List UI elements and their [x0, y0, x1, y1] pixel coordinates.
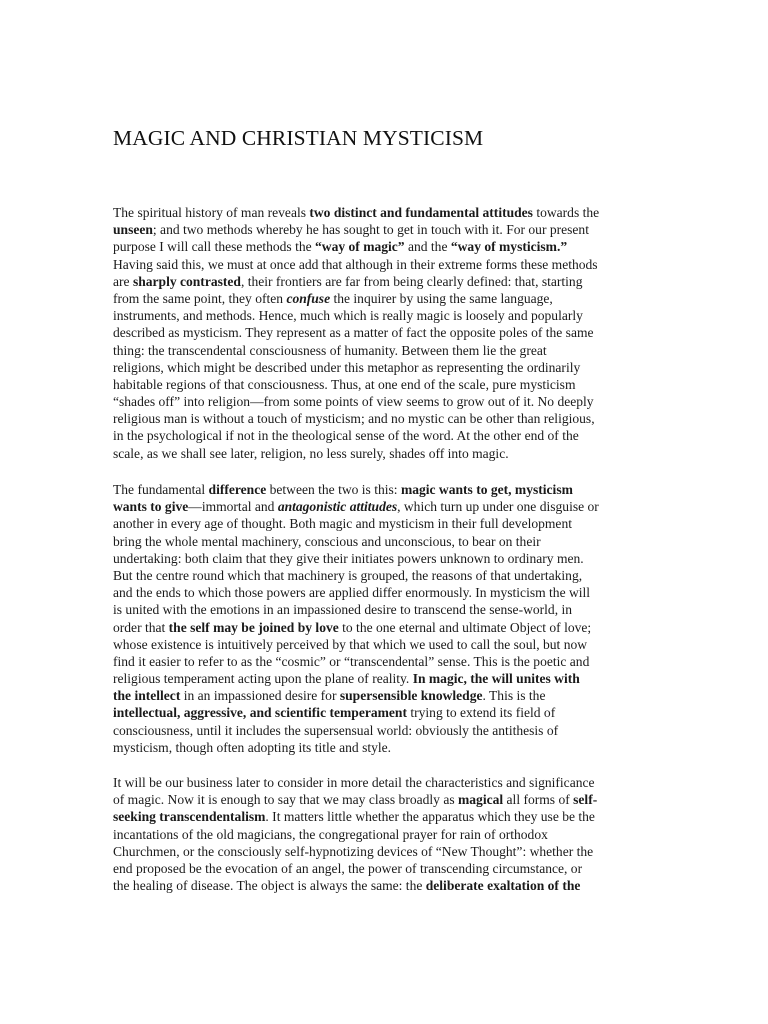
text-run: the inquirer by using the same language,	[330, 290, 553, 306]
text-run: religious temperament acting upon the plane of reality.	[113, 671, 413, 687]
text-run: and the	[404, 239, 451, 255]
paragraph-2	[113, 481, 658, 756]
text-run: instruments, and methods. Hence, much which is really magic is loosely and popularly	[113, 308, 583, 324]
paragraph-1	[113, 204, 658, 462]
text-line	[113, 342, 658, 359]
text-run: religions, which might be described under this metaphor as representing the ordinarily	[113, 359, 581, 375]
text-line	[113, 653, 658, 670]
emphasis-text: difference	[208, 482, 267, 497]
text-run: Churchmen, or the consciously self-hypnotizing devices of “New Thought”: whether the	[113, 843, 594, 859]
text-run: habitable regions of that consciousness. Thus, at one end of the scale, pure mysticism	[113, 376, 576, 392]
emphasis-text: intellectual, aggressive, and scientific temperament	[113, 705, 407, 721]
text-run: of magic. Now it is enough to say that we may class broadly as	[113, 792, 458, 808]
text-line	[113, 877, 658, 894]
text-line	[113, 722, 658, 739]
text-run: religious man is without a touch of mysticism; and no mystic can be other than religious,	[113, 411, 595, 427]
text-line	[113, 359, 658, 376]
text-line	[113, 376, 658, 393]
text-line	[113, 601, 658, 618]
text-line	[113, 256, 658, 273]
text-run: trying to extend its field of	[406, 705, 556, 721]
text-run: towards the	[532, 205, 600, 220]
emphasis-text: confuse	[286, 290, 331, 306]
text-run: , which turn up under one disguise or	[397, 499, 599, 515]
emphasis-text: magical	[458, 792, 504, 808]
text-line	[113, 791, 658, 808]
text-line	[113, 515, 658, 532]
text-line	[113, 307, 658, 324]
emphasis-text: unseen	[113, 222, 153, 238]
text-run: ; and two methods whereby he has sought to get in touch with it. For our present	[152, 222, 589, 238]
emphasis-text: supersensible knowledge	[339, 688, 483, 704]
text-line	[113, 221, 658, 238]
text-line	[113, 843, 658, 860]
text-line	[113, 860, 658, 877]
text-run: another in every age of thought. Both magic and mysticism in their full development	[113, 516, 572, 532]
text-run: It will be our business later to consider in more detail the characteristics and significance	[113, 775, 595, 790]
text-run: to the one eternal and ultimate Object of love;	[338, 619, 592, 635]
text-run: incantations of the old magicians, the congregational prayer for rain of orthodox	[113, 826, 548, 842]
text-line	[113, 445, 658, 462]
text-run: . This is the	[482, 688, 546, 704]
text-run: scale, as we shall see later, religion, no less surely, shades off into magic.	[113, 445, 509, 461]
text-run: The spiritual history of man reveals	[113, 205, 310, 220]
emphasis-text: seeking transcendentalism	[113, 809, 266, 825]
text-run: “shades off” into religion—from some points of view seems to grow out of it. No deeply	[113, 394, 594, 410]
text-line	[113, 567, 658, 584]
text-line	[113, 273, 658, 290]
text-run: end proposed be the evocation of an angel, the power of transcending circumstance, or	[113, 860, 583, 876]
emphasis-text: magic wants to get, mysticism	[400, 482, 573, 497]
emphasis-text: “way of mysticism.”	[450, 239, 568, 255]
text-line	[113, 550, 658, 567]
text-line	[113, 774, 658, 791]
paragraph-3	[113, 774, 658, 894]
emphasis-text: the self may be joined by love	[168, 619, 339, 635]
text-run: in the psychological if not in the theological sense of the word. At the other end of the	[113, 428, 579, 444]
text-run: is united with the emotions in an impassioned desire to transcend the sense-world, in	[113, 602, 572, 618]
text-line	[113, 290, 658, 307]
text-line	[113, 739, 658, 756]
text-run: thing: the transcendental consciousness of humanity. Between them lie the great	[113, 342, 547, 358]
text-run: Having said this, we must at once add that although in their extreme forms these methods	[113, 256, 598, 272]
text-line	[113, 204, 658, 221]
text-line	[113, 704, 658, 721]
text-run: find it easier to refer to as the “cosmic” or “transcendental” sense. This is the poetic and	[113, 653, 590, 669]
text-line	[113, 687, 658, 704]
text-run: order that	[113, 619, 169, 635]
emphasis-text: sharply contrasted	[132, 273, 241, 289]
text-line	[113, 808, 658, 825]
text-run: consciousness, until it includes the supersensual world: obviously the antithesis of	[113, 722, 559, 738]
text-line	[113, 238, 658, 255]
emphasis-text: “way of magic”	[315, 239, 405, 255]
emphasis-text: wants to give	[113, 499, 189, 515]
text-run: —immortal and	[188, 499, 278, 515]
document-title: MAGIC AND CHRISTIAN MYSTICISM	[113, 126, 484, 150]
text-run: described as mysticism. They represent as a matter of fact the opposite poles of the same	[113, 325, 594, 341]
emphasis-text: In magic, the will unites with	[412, 671, 580, 687]
emphasis-text: two distinct and fundamental attitudes	[309, 205, 533, 220]
text-run: all forms of	[503, 792, 574, 808]
text-run: . It matters little whether the apparatus which they use be the	[265, 809, 595, 825]
text-run: purpose I will call these methods the	[113, 239, 316, 255]
text-line	[113, 481, 658, 498]
text-run: and the ends to which those powers are applied differ enormously. In mysticism the will	[113, 585, 591, 601]
text-line	[113, 636, 658, 653]
text-run: between the two is this:	[266, 482, 401, 497]
text-line	[113, 533, 658, 550]
text-line	[113, 393, 658, 410]
text-run: the healing of disease. The object is always the same: the	[113, 878, 426, 894]
text-run: undertaking: both claim that they give their initiates powers unknown to ordinary men.	[113, 550, 584, 566]
emphasis-text: antagonistic attitudes	[277, 499, 398, 515]
emphasis-text: deliberate exaltation of the	[425, 878, 581, 894]
text-run: , their frontiers are far from being clearly defined: that, starting	[240, 273, 583, 289]
text-line	[113, 826, 658, 843]
text-run: are	[113, 273, 133, 289]
text-line	[113, 670, 658, 687]
text-line	[113, 324, 658, 341]
text-line	[113, 619, 658, 636]
text-run: whose existence is intuitively perceived by that which we used to call the soul, but now	[113, 636, 588, 652]
text-line	[113, 584, 658, 601]
text-run: from the same point, they often	[113, 290, 287, 306]
text-run: in an impassioned desire for	[180, 688, 340, 704]
text-line	[113, 498, 658, 515]
text-line	[113, 410, 658, 427]
text-run: mysticism, though often adopting its title and style.	[113, 739, 392, 755]
text-line	[113, 427, 658, 444]
emphasis-text: self-	[573, 792, 598, 808]
text-run: bring the whole mental machinery, conscious and unconscious, to bear on their	[113, 533, 541, 549]
text-run: The fundamental	[113, 482, 209, 497]
text-run: But the centre round which that machinery is grouped, the reasons of that undertaking,	[113, 567, 583, 583]
emphasis-text: the intellect	[113, 688, 181, 704]
